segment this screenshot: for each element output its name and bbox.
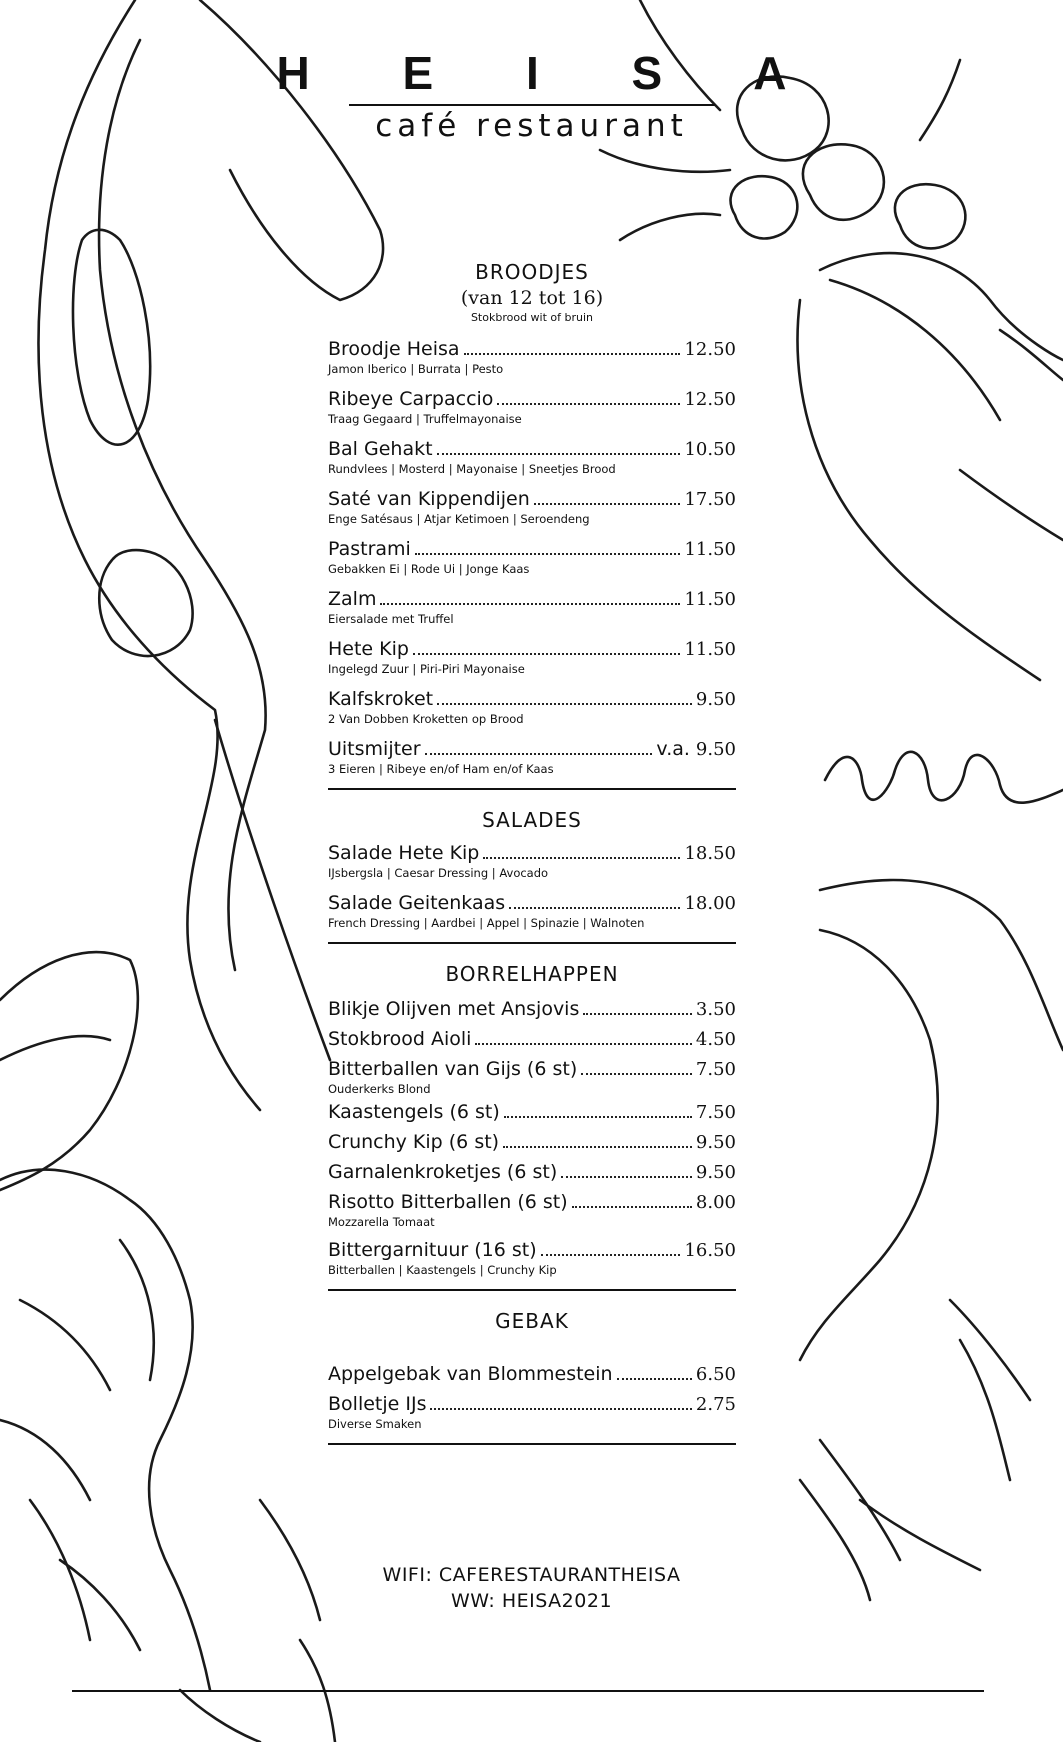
leader-dots <box>534 503 681 505</box>
item-price-prefix: v.a. <box>656 738 690 760</box>
item-name: Stokbrood Aioli <box>328 1028 472 1050</box>
leader-dots <box>581 1073 692 1075</box>
item-description: 2 Van Dobben Kroketten op Brood <box>328 712 524 726</box>
leader-dots <box>497 403 680 405</box>
leader-dots <box>380 603 680 605</box>
item-price: 9.50 <box>695 689 736 710</box>
item-description: Eiersalade met Truffel <box>328 612 454 626</box>
item-price: 10.50 <box>684 439 736 460</box>
menu-item <box>328 586 736 626</box>
item-description: Rundvlees | Mosterd | Mayonaise | Sneetjes Brood <box>328 462 616 476</box>
item-name: Garnalenkroketjes (6 st) <box>328 1161 558 1183</box>
item-price: 9.50 <box>695 1162 736 1183</box>
grape-3 <box>895 184 966 248</box>
section-divider <box>328 1289 736 1291</box>
section-title: SALADES <box>482 808 582 832</box>
section-title: BROODJES <box>475 260 589 284</box>
brand-name: H E I S A <box>276 47 827 99</box>
leader-dots <box>430 1408 691 1410</box>
section-note: (van 12 tot 16) <box>460 287 604 309</box>
item-price: 16.50 <box>684 1240 736 1261</box>
menu-item <box>328 1099 736 1126</box>
pasta-wave <box>825 752 1063 803</box>
item-description: Diverse Smaken <box>328 1417 422 1431</box>
leader-dots <box>503 1146 692 1148</box>
item-price: 2.75 <box>695 1394 736 1415</box>
grape-2 <box>803 144 884 219</box>
menu-item <box>328 840 736 880</box>
menu-item <box>328 1361 736 1388</box>
leaf-left-big <box>0 952 138 1190</box>
item-price: 11.50 <box>684 589 736 610</box>
leader-dots <box>504 1116 692 1118</box>
item-name: Bittergarnituur (16 st) <box>328 1239 537 1261</box>
leader-dots <box>437 703 692 705</box>
item-description: Ingelegd Zuur | Piri-Piri Mayonaise <box>328 662 525 676</box>
leader-dots <box>475 1043 692 1045</box>
item-price: 7.50 <box>695 1059 736 1080</box>
item-name: Kalfskroket <box>328 688 434 710</box>
item-name: Broodje Heisa <box>328 338 460 360</box>
item-name: Crunchy Kip (6 st) <box>328 1131 500 1153</box>
item-name: Bal Gehakt <box>328 438 433 460</box>
menu-item <box>328 1189 736 1229</box>
item-description: French Dressing | Aardbei | Appel | Spinazie | Walnoten <box>328 916 645 930</box>
leader-dots <box>561 1176 692 1178</box>
item-price: 11.50 <box>684 539 736 560</box>
wifi-network: WIFI: CAFERESTAURANTHEISA <box>382 1564 681 1586</box>
brand-header <box>0 46 1063 146</box>
item-price: 12.50 <box>684 339 736 360</box>
grape-leaf-edge <box>960 330 1063 540</box>
section-broodjes <box>328 258 736 776</box>
item-description: IJsbergsla | Caesar Dressing | Avocado <box>328 866 549 880</box>
menu-item <box>328 436 736 476</box>
grape-leaf <box>798 253 1063 680</box>
item-price: 17.50 <box>684 489 736 510</box>
artichoke-oval <box>73 230 150 445</box>
menu-item <box>328 636 736 676</box>
menu-item <box>328 1026 736 1053</box>
item-name: Ribeye Carpaccio <box>328 388 494 410</box>
menu-item <box>328 1159 736 1186</box>
artichoke-leaf-outline <box>38 0 260 1110</box>
menu-item <box>328 996 736 1023</box>
section-subnote: Stokbrood wit of bruin <box>470 311 594 324</box>
item-name: Bolletje IJs <box>328 1393 427 1415</box>
item-name: Kaastengels (6 st) <box>328 1101 500 1123</box>
wifi-info <box>0 1562 1063 1614</box>
item-name: Risotto Bitterballen (6 st) <box>328 1191 568 1213</box>
artichoke-hole <box>99 550 192 656</box>
item-name: Uitsmijter <box>328 738 421 760</box>
item-description: Enge Satésaus | Atjar Ketimoen | Seroendeng <box>328 512 590 526</box>
section-title: BORRELHAPPEN <box>445 962 619 986</box>
item-description: Traag Gegaard | Truffelmayonaise <box>328 412 522 426</box>
leader-dots <box>617 1378 692 1380</box>
menu-item <box>328 1237 736 1277</box>
radish-leaf-right <box>800 880 1063 1360</box>
fennel-stem <box>215 720 330 1060</box>
leader-dots <box>425 753 653 755</box>
leader-dots <box>483 857 680 859</box>
leader-dots <box>415 553 681 555</box>
item-description: Mozzarella Tomaat <box>328 1215 435 1229</box>
item-price: 12.50 <box>684 389 736 410</box>
menu-item <box>328 486 736 526</box>
item-price: 9.50 <box>695 1132 736 1153</box>
item-name: Salade Hete Kip <box>328 842 480 864</box>
brand-subtitle: café restaurant <box>375 108 688 144</box>
item-description: Gebakken Ei | Rode Ui | Jonge Kaas <box>328 562 530 576</box>
item-price: 9.50 <box>695 739 736 760</box>
item-price: 18.00 <box>684 893 736 914</box>
item-name: Salade Geitenkaas <box>328 892 506 914</box>
section-gebak <box>328 1307 736 1431</box>
item-name: Zalm <box>328 588 377 610</box>
bottom-rule <box>72 1690 984 1692</box>
leader-dots <box>464 353 681 355</box>
wifi-password: WW: HEISA2021 <box>450 1590 613 1612</box>
menu-item <box>328 1129 736 1156</box>
item-price: 18.50 <box>684 843 736 864</box>
section-divider <box>328 1443 736 1445</box>
leader-dots <box>413 653 681 655</box>
leader-dots <box>541 1254 681 1256</box>
leader-dots <box>583 1013 692 1015</box>
item-name: Bitterballen van Gijs (6 st) <box>328 1058 578 1080</box>
item-description: Jamon Iberico | Burrata | Pesto <box>328 362 504 376</box>
item-price: 11.50 <box>684 639 736 660</box>
item-name: Hete Kip <box>328 638 409 660</box>
section-salades <box>328 806 736 930</box>
item-price: 6.50 <box>695 1364 736 1385</box>
item-price: 4.50 <box>695 1029 736 1050</box>
item-name: Saté van Kippendijen <box>328 488 530 510</box>
item-name: Blikje Olijven met Ansjovis <box>328 998 580 1020</box>
item-description: 3 Eieren | Ribeye en/of Ham en/of Kaas <box>328 762 554 776</box>
item-price: 8.00 <box>695 1192 736 1213</box>
item-price: 7.50 <box>695 1102 736 1123</box>
section-borrelhappen <box>328 960 736 1277</box>
item-price: 3.50 <box>695 999 736 1020</box>
section-divider <box>328 788 736 790</box>
menu-item <box>328 336 736 376</box>
item-description: Ouderkerks Blond <box>328 1082 431 1096</box>
item-name: Pastrami <box>328 538 411 560</box>
item-name: Appelgebak van Blommestein <box>328 1363 613 1385</box>
grape-4 <box>731 176 798 238</box>
menu-item <box>328 736 736 776</box>
menu-item <box>328 536 736 576</box>
menu-item <box>328 1056 736 1096</box>
menu-item <box>328 386 736 426</box>
menu-item <box>328 890 736 930</box>
leader-dots <box>437 453 681 455</box>
item-description: Bitterballen | Kaastengels | Crunchy Kip <box>328 1263 557 1277</box>
section-divider <box>328 942 736 944</box>
menu-item <box>328 1391 736 1431</box>
leader-dots <box>509 907 680 909</box>
radish-curve <box>950 1300 1030 1480</box>
leader-dots <box>572 1206 692 1208</box>
section-title: GEBAK <box>495 1309 569 1333</box>
artichoke-leaf-inner <box>99 40 266 970</box>
menu-column <box>328 258 736 1461</box>
artichoke-leaf-edge <box>200 0 383 300</box>
menu-item <box>328 686 736 726</box>
